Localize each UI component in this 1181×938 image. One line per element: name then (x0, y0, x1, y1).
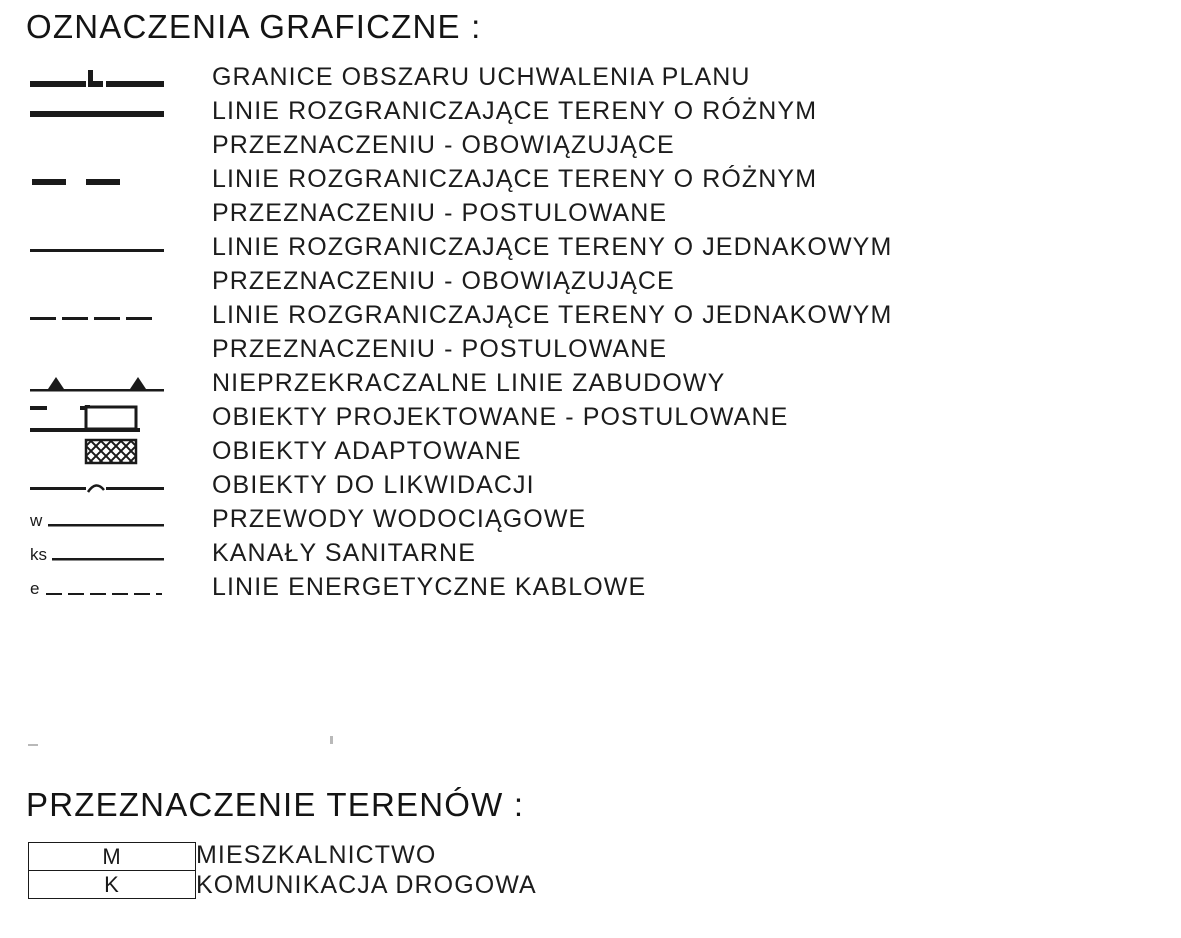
building-line-triangles-icon (26, 368, 194, 402)
legend-item-label: KANAŁY SANITARNE (212, 539, 476, 567)
legend-item-thin-dashed (26, 300, 1166, 334)
legend-item-projected-object (26, 402, 1166, 436)
sewer-line-ks-icon (26, 538, 194, 572)
legend-item-water-pipes (26, 504, 1166, 538)
landuse-code-m: M (29, 843, 196, 871)
scan-artifact (28, 744, 38, 746)
legend-item-thick-dashed-cont (26, 198, 1166, 232)
table-row (29, 843, 196, 871)
legend-item-label: OBIEKTY DO LIKWIDACJI (212, 471, 535, 499)
landuse-title: PRZEZNACZENIE TERENÓW : (26, 786, 525, 823)
landuse-symbol-table (28, 842, 196, 899)
thick-dashed-line-icon (26, 164, 194, 198)
water-line-w-icon (26, 504, 194, 538)
thin-dashed-line-icon (26, 300, 194, 334)
legend-item-label: LINIE ROZGRANICZAJĄCE TERENY O RÓŻNYM (212, 165, 818, 193)
legend-item-label: LINIE ROZGRANICZAJĄCE TERENY O JEDNAKOWYM (212, 301, 893, 329)
boundary-tick-line-icon (26, 62, 194, 96)
line-with-slash-icon (26, 470, 194, 504)
legend-item-label-line2: PRZEZNACZENIU - OBOWIĄZUJĄCE (212, 267, 675, 295)
rectangle-outline-icon (26, 402, 194, 436)
thin-solid-line-icon (26, 232, 194, 266)
landuse-code-k: K (29, 871, 196, 899)
landuse-labels (196, 840, 537, 900)
landuse-label-housing: MIESZKALNICTWO (196, 841, 437, 869)
legend-item-label: OBIEKTY PROJEKTOWANE - POSTULOWANE (212, 403, 789, 431)
svg-text:e: e (30, 579, 40, 598)
legend-item-label-line2: PRZEZNACZENIU - POSTULOWANE (212, 199, 668, 227)
legend-item-thick-solid (26, 96, 1166, 130)
scan-artifact (330, 736, 333, 744)
svg-text:ks: ks (30, 545, 47, 564)
thick-solid-line-icon (26, 96, 194, 130)
legend-item-power-lines (26, 572, 1166, 606)
legend-item-demolition (26, 470, 1166, 504)
legend-item-sanitary-sewers (26, 538, 1166, 572)
legend-item-label-line2: PRZEZNACZENIU - POSTULOWANE (212, 335, 668, 363)
legend-item-label: NIEPRZEKRACZALNE LINIE ZABUDOWY (212, 369, 726, 397)
legend-item-label-line2: PRZEZNACZENIU - OBOWIĄZUJĄCE (212, 131, 675, 159)
landuse-label-roads: KOMUNIKACJA DROGOWA (196, 871, 537, 899)
hatched-rectangle-icon (26, 436, 194, 470)
legend-item-label: LINIE ROZGRANICZAJĄCE TERENY O RÓŻNYM (212, 97, 818, 125)
table-row (29, 871, 196, 899)
legend-title: OZNACZENIA GRAFICZNE : (26, 8, 482, 45)
legend-item-thick-dashed (26, 164, 1166, 198)
legend-item-thin-solid-cont (26, 266, 1166, 300)
svg-text:w: w (30, 511, 43, 530)
legend-item-label: PRZEWODY WODOCIĄGOWE (212, 505, 587, 533)
legend-item-label: LINIE ENERGETYCZNE KABLOWE (212, 573, 647, 601)
legend-list (26, 62, 1166, 606)
legend-item-label: OBIEKTY ADAPTOWANE (212, 437, 522, 465)
legend-item-thin-solid (26, 232, 1166, 266)
power-line-e-icon (26, 572, 194, 606)
legend-item-label: LINIE ROZGRANICZAJĄCE TERENY O JEDNAKOWYM (212, 233, 893, 261)
legend-item-thick-solid-cont (26, 130, 1166, 164)
legend-item-building-line (26, 368, 1166, 402)
legend-item-adapted-object (26, 436, 1166, 470)
legend-item-boundary (26, 62, 1166, 96)
legend-item-label: GRANICE OBSZARU UCHWALENIA PLANU (212, 63, 751, 91)
legend-item-thin-dashed-cont (26, 334, 1166, 368)
